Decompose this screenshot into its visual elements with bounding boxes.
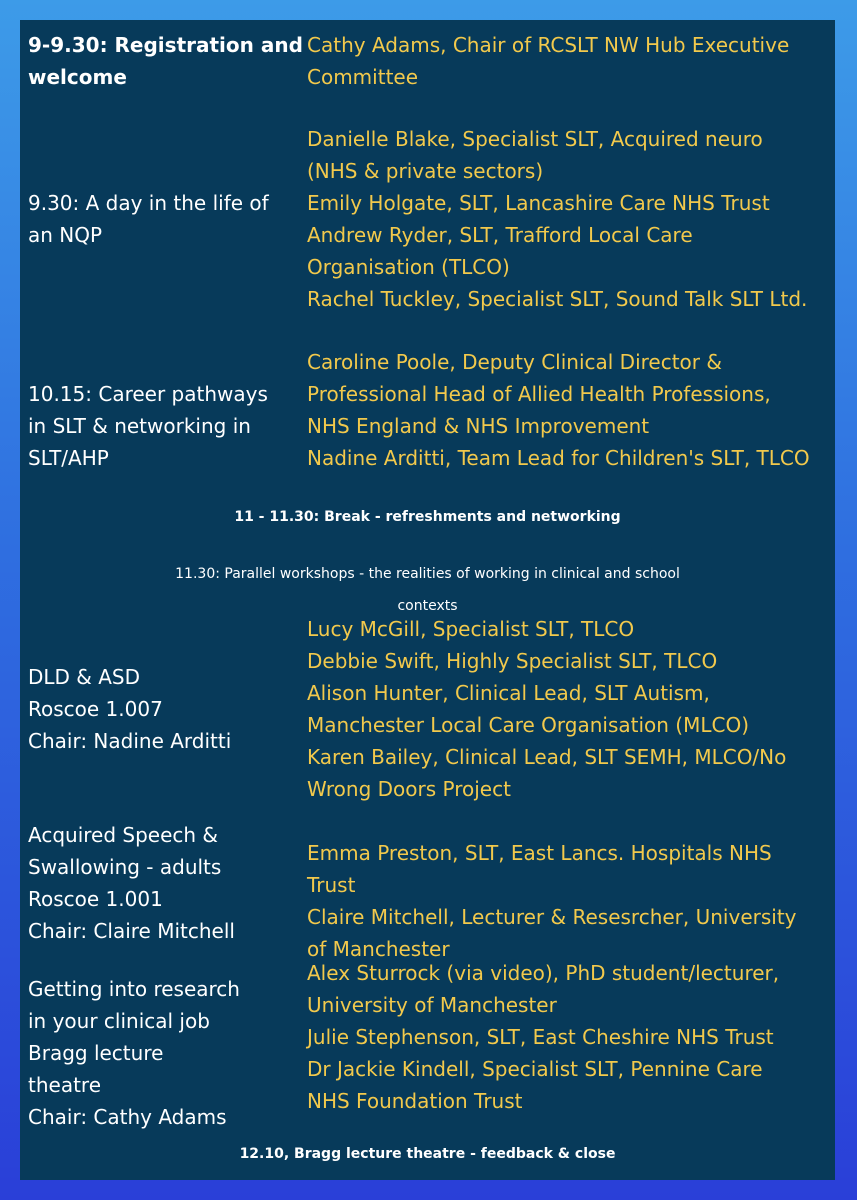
- workshop1-speaker-line1: Lucy McGill, Specialist SLT, TLCO: [307, 617, 635, 641]
- session3-speaker-line3: NHS England & NHS Improvement: [307, 414, 650, 438]
- workshop1-speaker-line5: Karen Bailey, Clinical Lead, SLT SEMH, MLCO/No: [307, 745, 787, 769]
- workshop1-info-line2: Roscoe 1.007: [28, 697, 163, 721]
- workshop1-info-line1: DLD & ASD: [28, 665, 141, 689]
- session1-speaker-line1: Cathy Adams, Chair of RCSLT NW Hub Executive: [307, 33, 790, 57]
- workshop3-speaker-line4: Dr Jackie Kindell, Specialist SLT, Pennine Care: [307, 1057, 763, 1081]
- session1-time-line2: welcome: [28, 65, 127, 89]
- session2-speaker-line1: Danielle Blake, Specialist SLT, Acquired neuro: [307, 127, 763, 151]
- workshop2-info-line1: Acquired Speech &: [28, 823, 219, 847]
- session2-time-line2: an NQP: [28, 223, 103, 247]
- agenda-panel: [20, 20, 835, 1180]
- close-heading: 12.10, Bragg lecture theatre - feedback & close: [239, 1146, 616, 1162]
- session3-time-line3: SLT/AHP: [28, 446, 109, 470]
- session2-speaker-line3: Emily Holgate, SLT, Lancashire Care NHS Trust: [307, 191, 770, 215]
- workshop2-speaker-line1: Emma Preston, SLT, East Lancs. Hospitals NHS: [307, 841, 772, 865]
- session2-speaker-line2: (NHS & private sectors): [307, 159, 544, 183]
- workshop2-info-line4: Chair: Claire Mitchell: [28, 919, 235, 943]
- workshop2-info-line2: Swallowing - adults: [28, 855, 222, 879]
- workshop2-speaker-line2: Trust: [307, 873, 356, 897]
- workshop3-info-line2: in your clinical job: [28, 1009, 210, 1033]
- workshop1-info-line3: Chair: Nadine Arditti: [28, 729, 232, 753]
- session2-speaker-line5: Organisation (TLCO): [307, 255, 510, 279]
- session3-speaker-line2: Professional Head of Allied Health Professions,: [307, 382, 771, 406]
- workshop3-speaker-line5: NHS Foundation Trust: [307, 1089, 523, 1113]
- workshop3-speaker-line2: University of Manchester: [307, 993, 557, 1017]
- session3-time-line1: 10.15: Career pathways: [28, 382, 268, 406]
- break-heading: 11 - 11.30: Break - refreshments and networking: [234, 509, 621, 525]
- workshop3-info-line3: Bragg lecture: [28, 1041, 164, 1065]
- session3-speaker-line4: Nadine Arditti, Team Lead for Children's SLT, TLCO: [307, 446, 810, 470]
- workshop1-speaker-line2: Debbie Swift, Highly Specialist SLT, TLCO: [307, 649, 718, 673]
- workshops-intro-line2: contexts: [397, 598, 458, 614]
- session1-speaker-line2: Committee: [307, 65, 419, 89]
- session2-speaker-line4: Andrew Ryder, SLT, Trafford Local Care: [307, 223, 693, 247]
- session1-time-line1: 9-9.30: Registration and: [28, 33, 303, 57]
- session3-time-line2: in SLT & networking in: [28, 414, 251, 438]
- session2-time-line1: 9.30: A day in the life of: [28, 191, 269, 215]
- session2-speaker-line6: Rachel Tuckley, Specialist SLT, Sound Talk SLT Ltd.: [307, 287, 808, 311]
- workshop1-speaker-line6: Wrong Doors Project: [307, 777, 511, 801]
- workshop3-speaker-line3: Julie Stephenson, SLT, East Cheshire NHS Trust: [307, 1025, 774, 1049]
- workshop3-info-line4: theatre: [28, 1073, 102, 1097]
- workshop3-info-line1: Getting into research: [28, 977, 240, 1001]
- workshop2-info-line3: Roscoe 1.001: [28, 887, 163, 911]
- workshop2-speaker-line4: of Manchester: [307, 937, 450, 961]
- workshop1-speaker-line3: Alison Hunter, Clinical Lead, SLT Autism,: [307, 681, 710, 705]
- workshop1-speaker-line4: Manchester Local Care Organisation (MLCO): [307, 713, 750, 737]
- session3-speaker-line1: Caroline Poole, Deputy Clinical Director &: [307, 350, 722, 374]
- workshop3-info-line5: Chair: Cathy Adams: [28, 1105, 227, 1129]
- workshop3-speaker-line1: Alex Sturrock (via video), PhD student/lecturer,: [307, 961, 780, 985]
- workshops-intro-line1: 11.30: Parallel workshops - the realities of working in clinical and school: [175, 566, 680, 582]
- workshop2-speaker-line3: Claire Mitchell, Lecturer & Resesrcher, University: [307, 905, 797, 929]
